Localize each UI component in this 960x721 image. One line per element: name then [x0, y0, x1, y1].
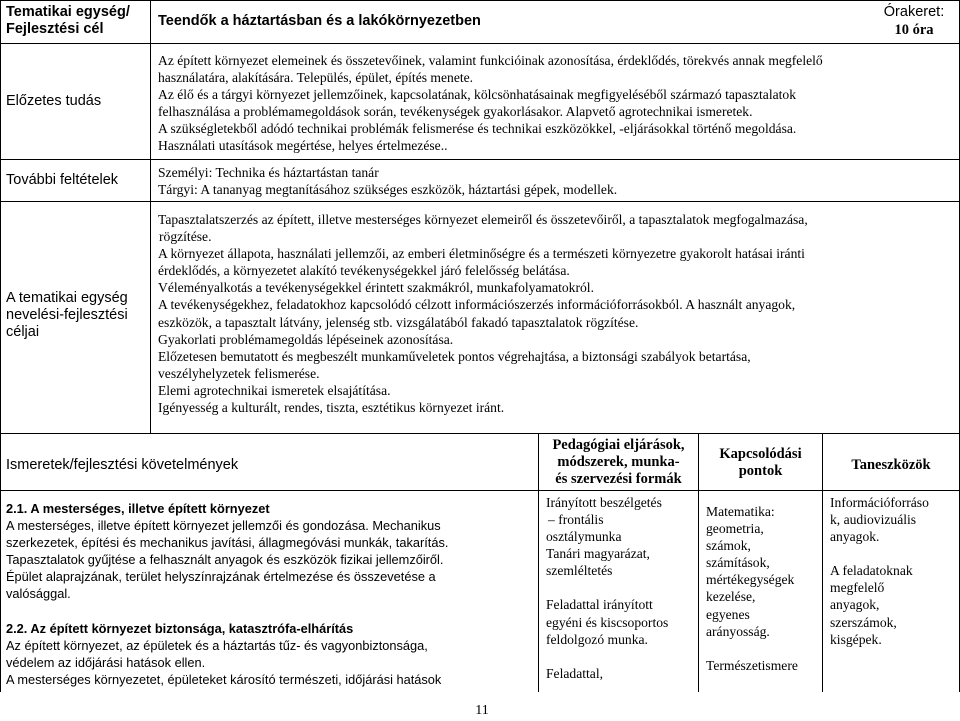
hours-label: Órakeret: [883, 4, 945, 20]
connections-header: Kapcsolódási pontok [719, 446, 802, 479]
goals-text: Tapasztalatszerzés az épített, illetve mesterséges környezet elemeiről és összetevőiről, a tapasztalatok megfogalmazása, rögzítése. A környezet állapota, használati jellemzői, az emberi életminőségre és a természeti környezetre gyakorolt hatásai iránti érdeklődés, a környezetet alakító tevékenységekkel járó felelősség belátása. Véleményalkotás a tevékenységekkel érintett szakmákról, munkafolyamatokról. A tevékenységekhez, feladatokhoz kapcsolódó célzott információszerzés információforrásokból. A használt anyagok, eszközök, a tapasztalt látvány, jelenség stb. vizsgálatából fakadó tapasztalatok rögzítése. Gyakorlati problémamegoldás lépéseinek azonosítása. Előzetesen bemutatott és megbeszélt munkaműveletek pontos végrehajtása, a biztonsági szabályok betartása, veszélyhelyzetek felismerése. Elemi agrotechnikai ismeretek elsajátítása. Igényesség a kulturált, rendes, tiszta, esztétikus környezet iránt. [158, 212, 808, 416]
section-title: 2.1. A mesterséges, illetve épített környezet [6, 501, 270, 516]
prerequisites-label: Előzetes tudás [6, 93, 102, 109]
goals-label: A tematikai egység nevelési-fejlesztési céljai [6, 290, 128, 340]
prerequisites-text: Az épített környezet elemeinek és összetevőinek, valamint funkcióinak azonosítása, érdeklődés, törekvés annak megfelelő használatára, alakítására. Település, épület, építés menete. Az élő és a tárgyi környezet jellemzőinek, kapcsolatának, kölcsönhatásainak megfigyeléséből származó tapasztalatok felhasználása a problémamegoldások során, tevékenységek gyakorlásakor. Alapvető agrotechnikai ismeretek. A szükségletekből adódó technikai problémák felismerése és technikai eszközökkel, -eljárásokkal történő megoldása. Használati utasítások megértése, helyes értelmezése.. [158, 53, 823, 154]
unit-title: Teendők a háztartásban és a lakókörnyezetben [158, 13, 481, 29]
further-conditions-label: További feltételek [6, 172, 119, 188]
section-title: 2.2. Az épített környezet biztonsága, katasztrófa-elhárítás [6, 620, 354, 636]
connections-text: Matematika: geometria, számok, számítások, mértékegységek kezelése, egyenes arányosság. Természetismere [706, 504, 798, 673]
methods-text: Irányított beszélgetés – frontális osztálymunka Tanári magyarázat, szemléltetés Feladattal irányított egyéni és kiscsoportos feldolgozó munka. Feladattal, [546, 495, 669, 681]
hours-value: 10 óra [894, 22, 934, 38]
further-conditions-text: Személyi: Technika és háztartástan tanár Tárgyi: A tananyag megtanításához szükséges eszközök, háztartási gépek, modellek. [158, 165, 618, 198]
tools-text: Információforráso k, audiovizuális anyagok. A feladatoknak megfelelő anyagok, szerszámok, kisgépek. [830, 495, 929, 647]
page-number: 11 [475, 703, 489, 718]
methods-header: Pedagógiai eljárások, módszerek, munka- és szervezési formák [552, 437, 685, 487]
unit-label: Tematikai egység/ Fejlesztési cél [6, 4, 130, 37]
requirements-header: Ismeretek/fejlesztési követelmények [6, 457, 239, 473]
requirements-text: 2.1. A mesterséges, illetve épített környezet A mesterséges, illetve épített környezet jellemzői és gondozása. Mechanikus szerkezetek, építési és mechanikus javítási, állagmegóvási munkák, takarítás. Tapasztalatok gyűjtése a felhasznált anyagok és eszközök fizikai jellemzőiről. Épület alaprajzának, terület helyszínrajzának értelmezése és összevetése a valósággal. 2.2. Az épített környezet biztonsága, katasztrófa-elhárítás Az épített környezet, az épületek és a háztartás tűz- és vagyonbiztonsága, védelem az időjárási hatások ellen. A mesterséges környezetet, épületeket károsító természeti, időjárási hatások [6, 500, 534, 688]
tools-header: Taneszközök [851, 457, 931, 473]
